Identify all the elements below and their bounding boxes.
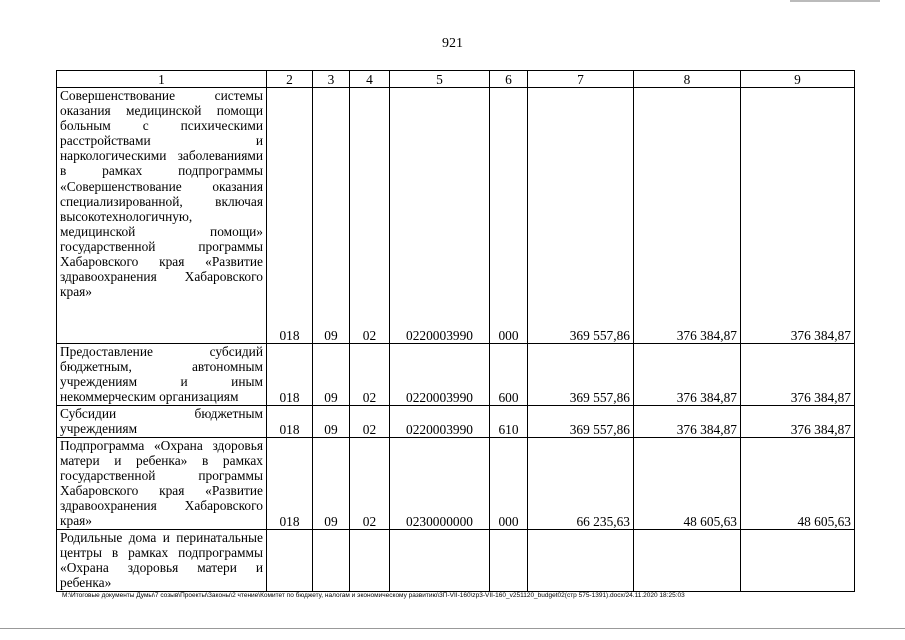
page-number: 921 (442, 36, 463, 51)
table-row (57, 530, 855, 592)
row-name: Субсидии бюджетным учреждениям (60, 406, 263, 437)
row-name: Совершенствование системы оказания медицинской помощи больным с психическими расстройствами и наркологическими заболеваниями в рамках подпрограммы «Совершенствование оказания специализированной, включая высокотехнологичную, медицинской помощи» государственной программы Хабаровского края «Развитие здравоохранения Хабаровского края» (60, 88, 263, 300)
row-cell-4: 02 (350, 88, 390, 344)
row-cell-6 (490, 530, 528, 592)
row-cell-4: 02 (350, 406, 390, 438)
row-cell-7: 369 557,86 (528, 406, 634, 438)
row-cell-3: 09 (313, 438, 350, 530)
header-cell: 1 (57, 71, 267, 88)
row-cell-4: 02 (350, 438, 390, 530)
row-cell-8: 48 605,63 (634, 438, 741, 530)
row-cell-3: 09 (313, 406, 350, 438)
table-row (57, 344, 855, 406)
page-bottom-edge (0, 628, 905, 629)
header-cell: 2 (267, 71, 313, 88)
row-name: Подпрограмма «Охрана здоровья матери и ребенка» в рамках государственной программы Хабаровского края «Развитие здравоохранения Хабаровского края» (60, 438, 263, 529)
row-cell-3: 09 (313, 344, 350, 406)
row-cell-9: 376 384,87 (741, 88, 855, 344)
row-cell-6: 610 (490, 406, 528, 438)
header-cell: 3 (313, 71, 350, 88)
row-cell-5 (390, 530, 490, 592)
row-cell-5: 0220003990 (390, 406, 490, 438)
file-path-footer: M:\Итоговые документы Думы\7 созыв\Проекты\Законы\2 чтение\Комитет по бюджету, налогам и экономическому развитию\3П-VII-160\zp3-VII-160_v251120_budget02(стр 575-1391).docx/24.11.2020 18:25:03 (62, 592, 685, 599)
row-cell-4 (350, 530, 390, 592)
row-cell-3 (313, 530, 350, 592)
row-cell-2: 018 (267, 88, 313, 344)
header-cell: 5 (390, 71, 490, 88)
row-name-cell (57, 438, 267, 530)
row-cell-7 (528, 530, 634, 592)
table-row (57, 438, 855, 530)
header-cell: 9 (741, 71, 855, 88)
row-name-cell (57, 406, 267, 438)
row-name: Предоставление субсидий бюджетным, автономным учреждениям и иным некоммерческим организациям (60, 344, 263, 405)
table-row (57, 406, 855, 438)
row-cell-8: 376 384,87 (634, 88, 741, 344)
header-cell: 6 (490, 71, 528, 88)
row-cell-9: 376 384,87 (741, 406, 855, 438)
row-cell-9 (741, 530, 855, 592)
row-cell-5: 0220003990 (390, 344, 490, 406)
row-cell-8: 376 384,87 (634, 406, 741, 438)
row-cell-2: 018 (267, 344, 313, 406)
table-header-row (57, 71, 855, 88)
row-name-cell (57, 88, 267, 344)
budget-table (56, 70, 855, 592)
header-cell: 4 (350, 71, 390, 88)
header-cell: 7 (528, 71, 634, 88)
row-name: Родильные дома и перинатальные центры в рамках подпрограммы «Охрана здоровья матери и ребенка» (60, 530, 263, 591)
row-cell-8: 376 384,87 (634, 344, 741, 406)
row-cell-7: 369 557,86 (528, 344, 634, 406)
row-cell-2: 018 (267, 438, 313, 530)
row-cell-2 (267, 530, 313, 592)
row-cell-5: 0220003990 (390, 88, 490, 344)
row-cell-6: 000 (490, 88, 528, 344)
page-edge-mark (790, 0, 880, 2)
row-cell-4: 02 (350, 344, 390, 406)
row-cell-7: 66 235,63 (528, 438, 634, 530)
row-cell-8 (634, 530, 741, 592)
row-cell-7: 369 557,86 (528, 88, 634, 344)
row-cell-9: 48 605,63 (741, 438, 855, 530)
header-cell: 8 (634, 71, 741, 88)
table-row (57, 88, 855, 344)
row-name-cell (57, 530, 267, 592)
row-name-cell (57, 344, 267, 406)
row-cell-3: 09 (313, 88, 350, 344)
row-cell-5: 0230000000 (390, 438, 490, 530)
row-cell-6: 600 (490, 344, 528, 406)
row-cell-2: 018 (267, 406, 313, 438)
row-cell-6: 000 (490, 438, 528, 530)
row-cell-9: 376 384,87 (741, 344, 855, 406)
